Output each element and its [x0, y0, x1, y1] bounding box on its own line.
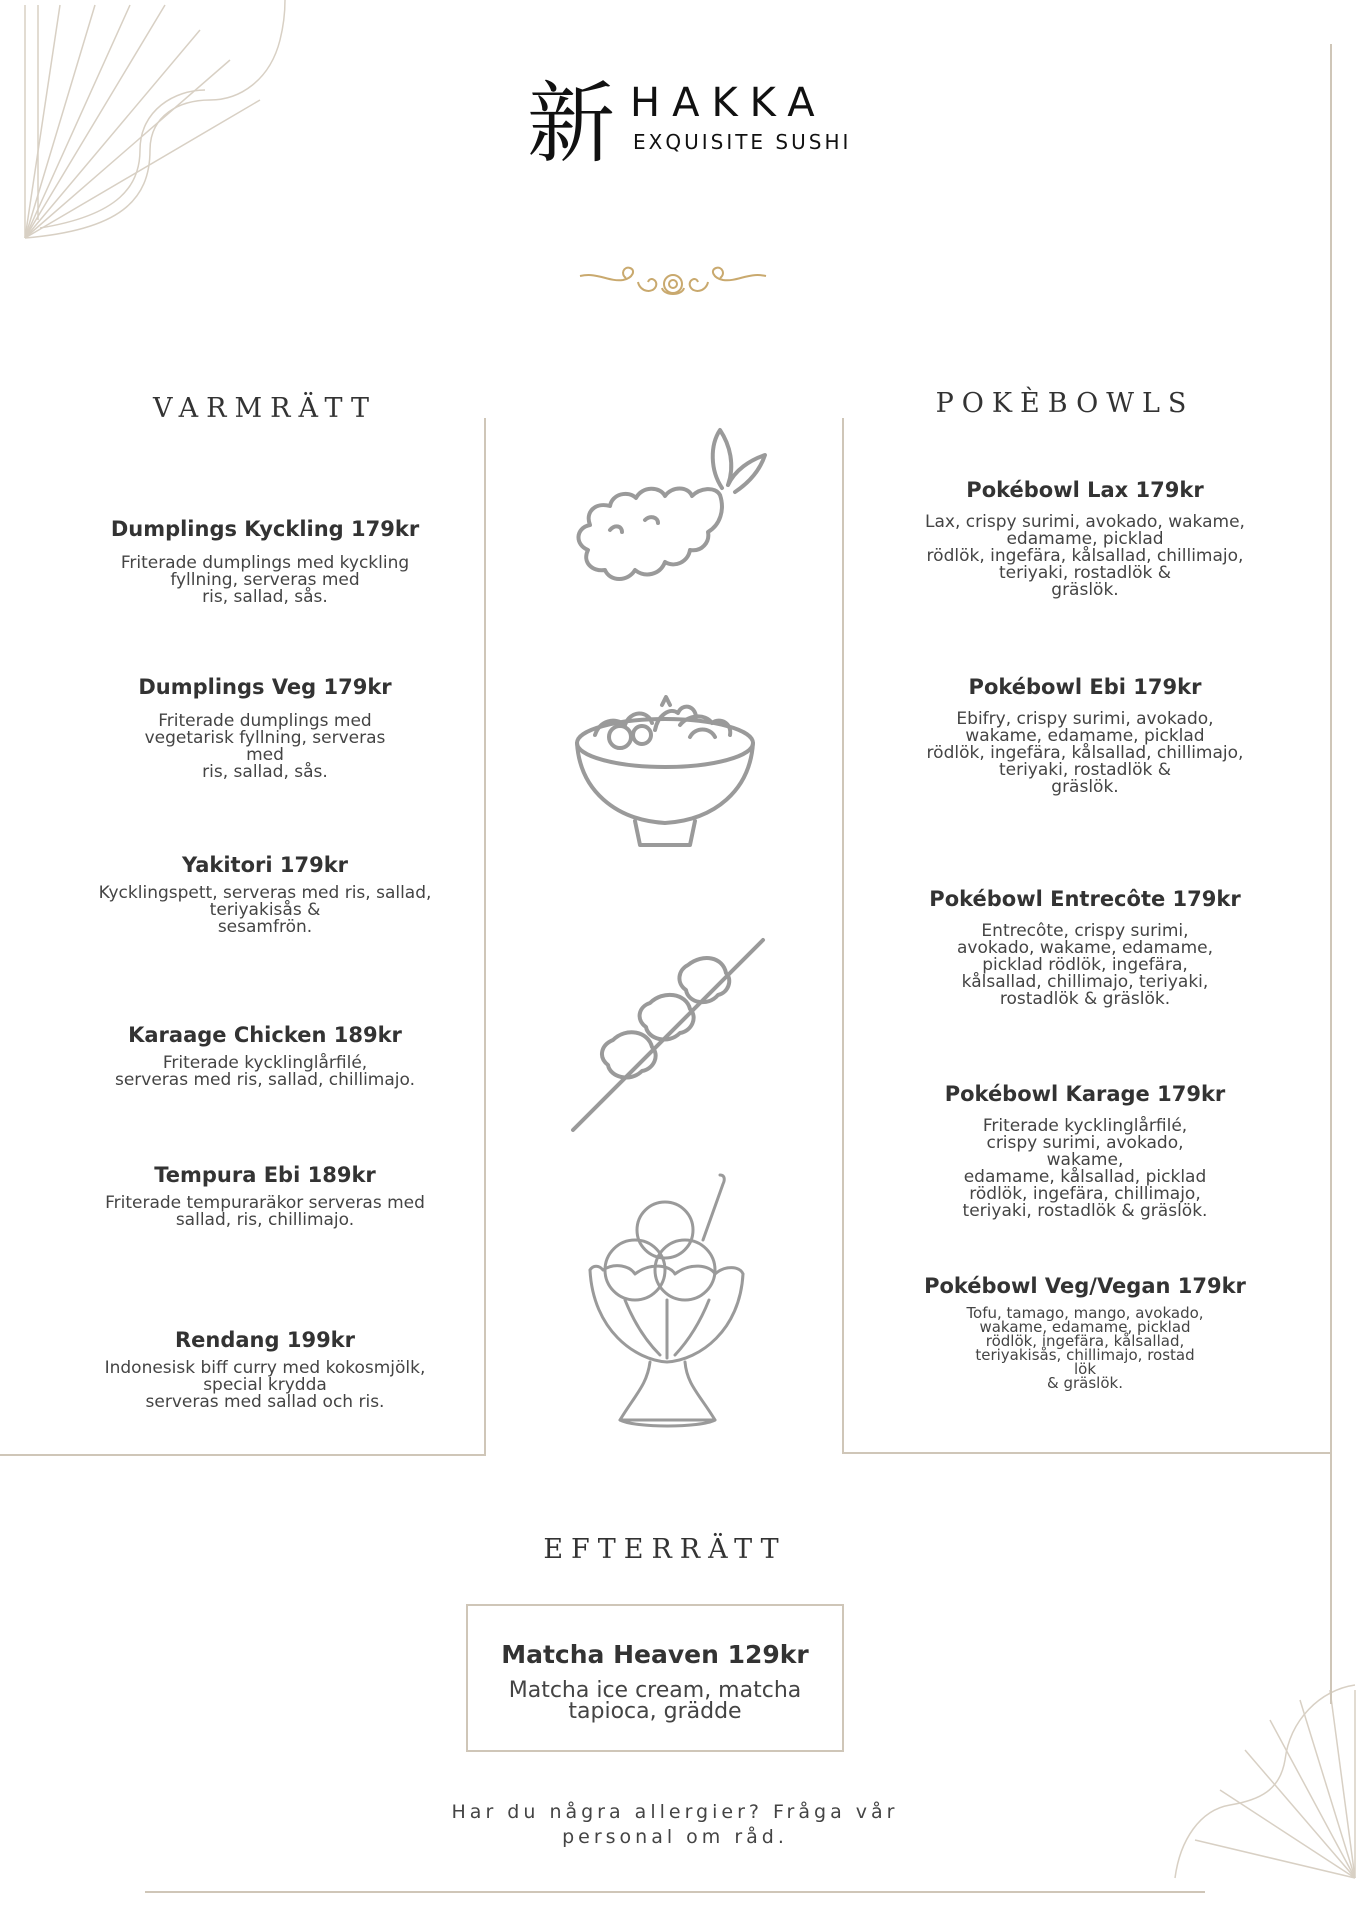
menu-item [40, 1023, 490, 1089]
right-column-bottom-border [842, 1452, 1332, 1454]
menu-item [860, 1082, 1310, 1220]
poke-bowl-icon [570, 695, 765, 855]
menu-item-desc: Entrecôte, crispy surimi, avokado, wakame, edamame, picklad rödlök, ingefära, kålsallad, chillimajo, teriyaki, rostadlök & gräslök. [956, 921, 1214, 1009]
brand-tagline: EXQUISITE SUSHI [633, 130, 852, 154]
menu-item-desc: Friterade kycklinglårfilé, serveras med ris, sallad, chillimajo. [114, 1053, 416, 1090]
menu-item [860, 1274, 1310, 1390]
menu-item [40, 1163, 490, 1229]
menu-item-title: Pokébowl Lax 179kr [966, 478, 1204, 502]
menu-item [860, 675, 1310, 796]
heading-pokebowls: POKÈBOWLS [935, 388, 1195, 419]
frame-right-line [1330, 44, 1332, 1704]
menu-item-desc: Friterade dumplings med vegetarisk fyllning, serveras med ris, sallad, sås. [144, 711, 386, 782]
left-column-bottom-border [0, 1454, 486, 1456]
menu-item-desc: Lax, crispy surimi, avokado, wakame, edamame, picklad rödlök, ingefära, kålsallad, chillimajo, teriyaki, rostadlök & gräslök. [925, 512, 1245, 600]
fan-decoration-top-left [0, 0, 300, 250]
menu-item-title: Tempura Ebi 189kr [154, 1163, 376, 1187]
menu-item-desc: Ebifry, crispy surimi, avokado, wakame, edamame, picklad rödlök, ingefära, kålsallad, chillimajo, teriyaki, rostadlök & gräslök. [926, 709, 1244, 797]
dessert-title: Matcha Heaven 129kr [501, 1640, 809, 1669]
dessert-desc: Matcha ice cream, matcha tapioca, grädde [508, 1678, 802, 1724]
tempura-shrimp-icon [570, 420, 770, 605]
brand-name: HAKKA [630, 80, 827, 126]
menu-item-desc: Kycklingspett, serveras med ris, sallad, teriyakisås & sesamfrön. [98, 883, 432, 937]
gold-ornament [578, 262, 768, 302]
menu-item-title: Pokébowl Ebi 179kr [968, 675, 1202, 699]
menu-item-desc: Friterade tempuraräkor serveras med sallad, ris, chillimajo. [105, 1193, 425, 1230]
menu-item-title: Dumplings Veg 179kr [138, 675, 392, 699]
menu-item-title: Rendang 199kr [174, 1328, 356, 1352]
menu-item-title: Dumplings Kyckling 179kr [110, 517, 420, 541]
dessert-card [466, 1604, 844, 1752]
menu-item-desc: Friterade kycklinglårfilé, crispy surimi, avokado, wakame, edamame, kålsallad, picklad rödlök, ingefära, chillimajo, teriyaki, rostadlök & gräslök. [962, 1116, 1208, 1221]
fan-decoration-bottom-right [1170, 1680, 1357, 1880]
heading-efterratt: EFTERRÄTT [543, 1534, 787, 1565]
ice-cream-sundae-icon [575, 1170, 760, 1435]
menu-item-title: Pokébowl Veg/Vegan 179kr [924, 1274, 1246, 1298]
menu-item [40, 853, 490, 936]
menu-item [40, 1328, 490, 1411]
menu-item [40, 675, 490, 781]
allergy-note: Har du några allergier? Fråga vår personal om råd. [451, 1801, 899, 1848]
right-column-left-border [842, 418, 844, 1454]
frame-bottom-line [145, 1891, 1205, 1893]
menu-item [860, 887, 1310, 1008]
menu-item-desc: Tofu, tamago, mango, avokado, wakame, edamame, picklad rödlök, ingefära, kålsallad, teriyakisås, chillimajo, rostad lök & gräslök. [966, 1304, 1204, 1392]
menu-item-desc: Friterade dumplings med kyckling fyllning, serveras med ris, sallad, sås. [120, 553, 410, 607]
menu-item-title: Pokébowl Entrecôte 179kr [929, 887, 1241, 911]
skewer-icon [568, 935, 768, 1135]
menu-item-title: Karaage Chicken 189kr [128, 1023, 402, 1047]
heading-varmratt: VARMRÄTT [152, 393, 377, 424]
menu-item [860, 478, 1310, 599]
brand-kanji: 新 [527, 72, 616, 175]
menu-item [40, 517, 490, 606]
menu-item-desc: Indonesisk biff curry med kokosmjölk, special krydda serveras med sallad och ris. [104, 1358, 426, 1412]
menu-item-title: Pokébowl Karage 179kr [944, 1082, 1226, 1106]
menu-item-title: Yakitori 179kr [181, 853, 349, 877]
